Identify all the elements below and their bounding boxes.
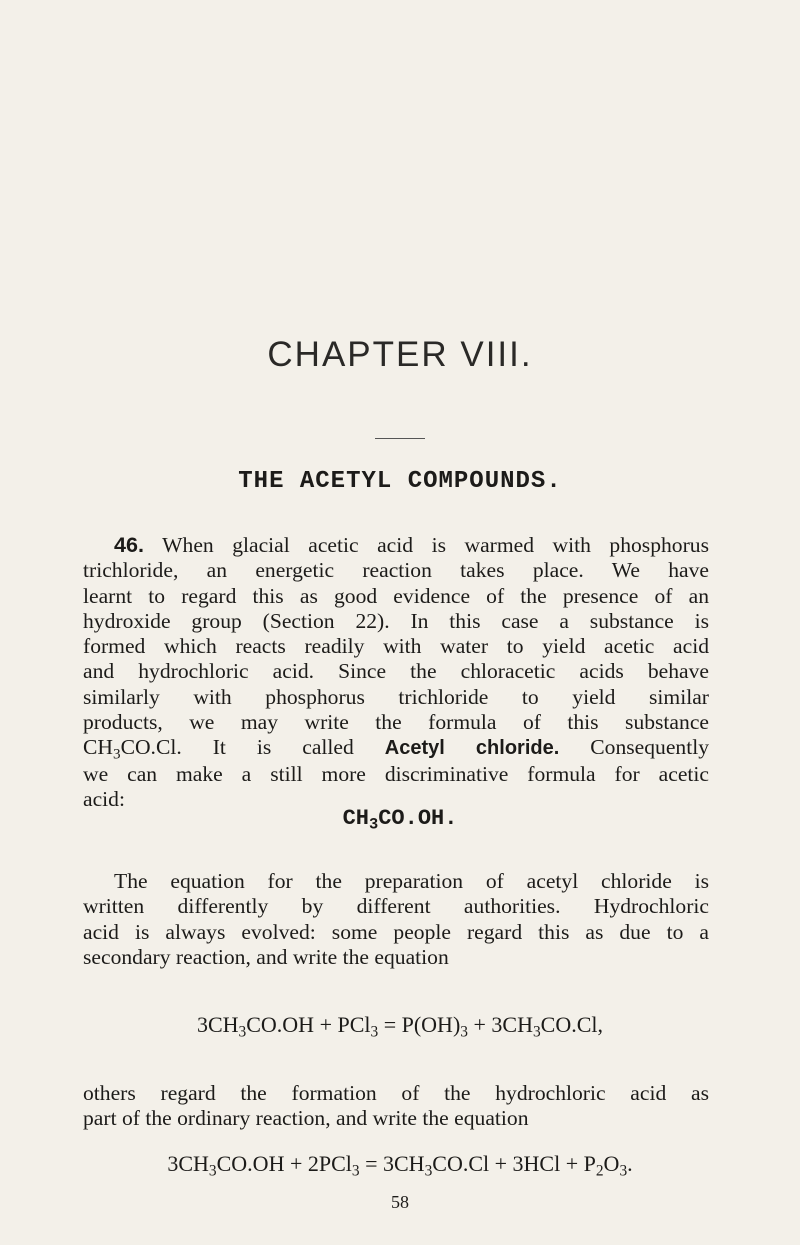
paragraph-line: acid: [83,786,125,811]
paragraph-section-46 [83,532,709,812]
acetic-acid-formula: $CH_3CO.OH$. [342,806,458,834]
acetyl-chloride-term: Acetyl chloride. [384,737,560,760]
paragraph-line: similarly with phosphorus trichloride to yield similar [83,684,709,709]
chapter-heading: CHAPTER VIII. [267,335,533,374]
paragraph-equation-intro [83,869,709,970]
paragraph-line: formed which reacts readily with water to yield acetic acid [83,634,709,659]
paragraph-line: $CH_3CO.Cl$. It is called Acetyl chloride. Consequently [83,735,710,763]
paragraph-line: trichloride, an energetic reaction takes place. We have [83,558,709,583]
paragraph-line: acid is always evolved: some people regard this as due to a [83,919,709,944]
equation-secondary-reaction: $3CH_3CO.OH + PCl_3 = P(OH)_3 + 3CH_3CO.Cl$, [196,1012,604,1041]
paragraph-line: products, we may write the formula of this substance [83,710,709,735]
heading-divider [375,438,425,439]
paragraph-line: secondary reaction, and write the equation [83,944,449,969]
page-number: 58 [391,1192,409,1212]
paragraph-line: learnt to regard this as good evidence of the presence of an [83,583,709,608]
paragraph-line: and hydrochloric acid. Since the chloracetic acids behave [83,659,709,684]
paragraph-line: written differently by different authorities. Hydrochloric [83,894,709,919]
paragraph-line: part of the ordinary reaction, and write the equation [83,1106,529,1131]
paragraph-line: hydroxide group (Section 22). In this case a substance is [83,608,709,633]
paragraph-line: The equation for the preparation of acetyl chloride is [114,869,709,893]
chapter-title: THE ACETYL COMPOUNDS. [238,468,562,495]
paragraph-line: others regard the formation of the hydrochloric acid as [83,1081,709,1105]
equation-ordinary-reaction: $3CH_3CO.OH + 2PCl_3 = 3CH_3CO.Cl + 3HCl + P_2O_3$. [167,1151,633,1180]
paragraph-ordinary-reaction [83,1081,709,1132]
paragraph-line: 46. When glacial acetic acid is warmed with phosphorus [114,532,709,557]
paragraph-line: we can make a still more discriminative formula for acetic [83,761,709,786]
section-number: 46. [114,532,145,557]
